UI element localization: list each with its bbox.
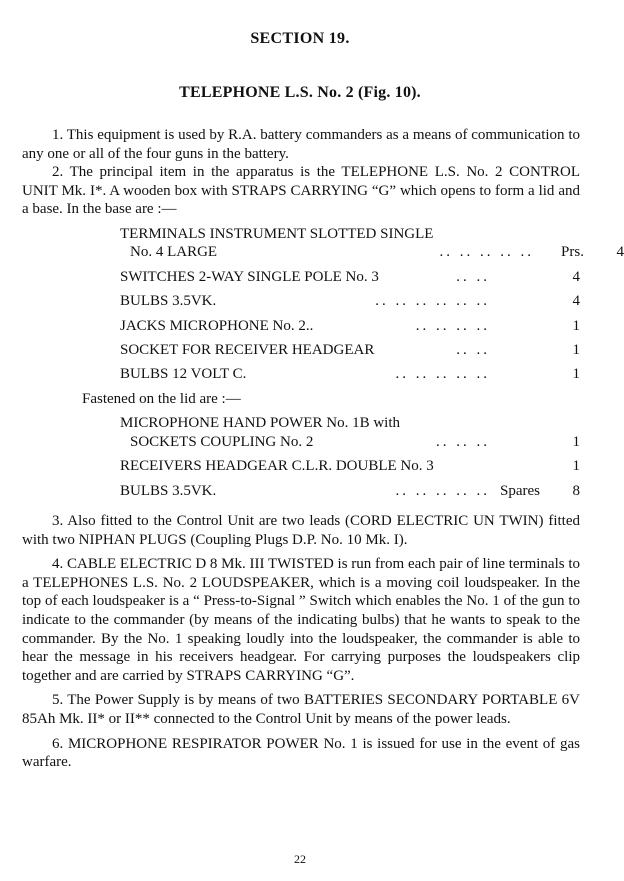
item-tail <box>410 317 580 335</box>
item-quantity: 4 <box>572 268 580 285</box>
item-name-line1: SWITCHES 2-WAY SINGLE POLE No. 3 <box>120 268 379 285</box>
item-name <box>120 317 313 335</box>
item-name-line1: TERMINALS INSTRUMENT SLOTTED SINGLE <box>120 225 434 242</box>
item-tail <box>433 243 624 261</box>
item-name-line1: JACKS MICROPHONE No. 2.. <box>120 317 314 334</box>
item-name <box>120 341 374 359</box>
equipment-item <box>120 268 580 286</box>
item-name-line1: BULBS 3.5VK. <box>120 482 217 499</box>
item-name <box>120 457 434 475</box>
lid-items-list <box>120 414 580 500</box>
equipment-item <box>120 482 580 500</box>
item-quantity: 1 <box>572 366 580 383</box>
equipment-item <box>120 292 580 310</box>
leader-dots: .. .. <box>456 342 490 358</box>
document-body <box>22 126 624 772</box>
item-quantity: 1 <box>572 342 580 358</box>
equipment-item <box>120 317 580 335</box>
item-name-line2: SOCKETS COUPLING No. 2 <box>130 433 314 450</box>
document-title: TELEPHONE L.S. No. 2 (Fig. 10). <box>179 84 421 101</box>
paragraph-1: 1. This equipment is used by R.A. battery commanders as a means of communication to any one or all of the four guns in the battery. <box>22 127 580 162</box>
lid-lead-text: Fastened on the lid are :— <box>82 390 241 407</box>
item-name-line1: BULBS 3.5VK. <box>120 293 217 310</box>
paragraph-2: 2. The principal item in the apparatus is the TELEPHONE L.S. No. 2 CONTROL UNIT Mk. I*. A wooden box with STRAPS CARRYING “G” which opens to form a lid and a base. In the base are :— <box>22 164 580 218</box>
item-tail <box>390 482 581 500</box>
item-tail <box>430 433 580 451</box>
item-unit: Prs. <box>561 244 584 261</box>
item-quantity: 1 <box>572 317 580 334</box>
leader-dots: .. .. .. .. .. .. <box>375 293 490 310</box>
equipment-item <box>120 414 580 451</box>
leader-dots: .. .. .. .. .. <box>395 366 490 383</box>
item-quantity: 1 <box>572 433 580 450</box>
leader-dots: .. .. <box>456 268 490 285</box>
leader-dots: .. .. .. .. <box>415 317 490 334</box>
section-heading: SECTION 19. <box>250 30 350 47</box>
item-unit: Spares <box>500 482 540 499</box>
leader-dots: .. .. .. .. .. <box>439 244 534 261</box>
equipment-item <box>120 365 580 383</box>
item-tail <box>369 292 580 310</box>
paragraph-3: 3. Also fitted to the Control Unit are two leads (CORD ELECTRIC UN TWIN) fitted with two NIPHAN PLUGS (Coupling Plugs D.P. No. 10 Mk. I). <box>22 513 580 548</box>
item-name <box>120 365 246 383</box>
item-name <box>120 482 216 500</box>
base-items-list <box>120 225 624 384</box>
leader-dots: .. .. .. .. .. <box>395 482 490 499</box>
item-name-line1: BULBS 12 VOLT C. <box>120 366 247 383</box>
item-tail <box>390 365 581 383</box>
paragraph-4: 4. CABLE ELECTRIC D 8 Mk. III TWISTED is run from each pair of line terminals to a TELEPHONES L.S. No. 2 LOUDSPEAKER, which is a moving coil loudspeaker. In the top of each loudspeaker is a “ Press-to-Signal ” Switch which enables the No. 1 of the gun to indicate to the commander (by means of the indicating bulbs) that he wants to speak to the commander. By the No. 1 speaking loudly into the loudspeaker, the commander is able to hear the message in his receivers headgear. For carrying purposes the loudspeakers clip together and are carried by STRAPS CARRYING “G”. <box>22 556 580 684</box>
item-name-line2: No. 4 LARGE <box>130 244 218 261</box>
paragraph-5: 5. The Power Supply is by means of two BATTERIES SECONDARY PORTABLE 6V 85Ah Mk. II* or II** connected to the Control Unit by means of the power leads. <box>22 692 580 727</box>
leader-dots: .. .. .. <box>436 433 490 450</box>
item-name-line1: SOCKET FOR RECEIVER HEADGEAR <box>120 342 375 358</box>
item-name-line1: RECEIVERS HEADGEAR C.L.R. DOUBLE No. 3 <box>120 458 434 475</box>
item-quantity: 8 <box>572 482 580 499</box>
item-tail <box>484 457 580 475</box>
item-name <box>120 268 379 286</box>
item-quantity: 1 <box>572 458 580 475</box>
item-quantity: 4 <box>572 293 580 310</box>
item-name-line1: MICROPHONE HAND POWER No. 1B with <box>120 415 401 432</box>
item-name <box>120 292 216 310</box>
page-number: 22 <box>294 852 306 866</box>
item-name <box>120 225 433 262</box>
paragraph-6: 6. MICROPHONE RESPIRATOR POWER No. 1 is issued for use in the event of gas warfare. <box>22 735 580 771</box>
item-name <box>120 414 400 451</box>
item-quantity: 4 <box>616 244 624 261</box>
item-tail <box>450 341 580 359</box>
item-tail <box>450 268 580 286</box>
equipment-item <box>120 457 580 475</box>
equipment-item <box>120 225 624 262</box>
equipment-item <box>120 341 580 359</box>
